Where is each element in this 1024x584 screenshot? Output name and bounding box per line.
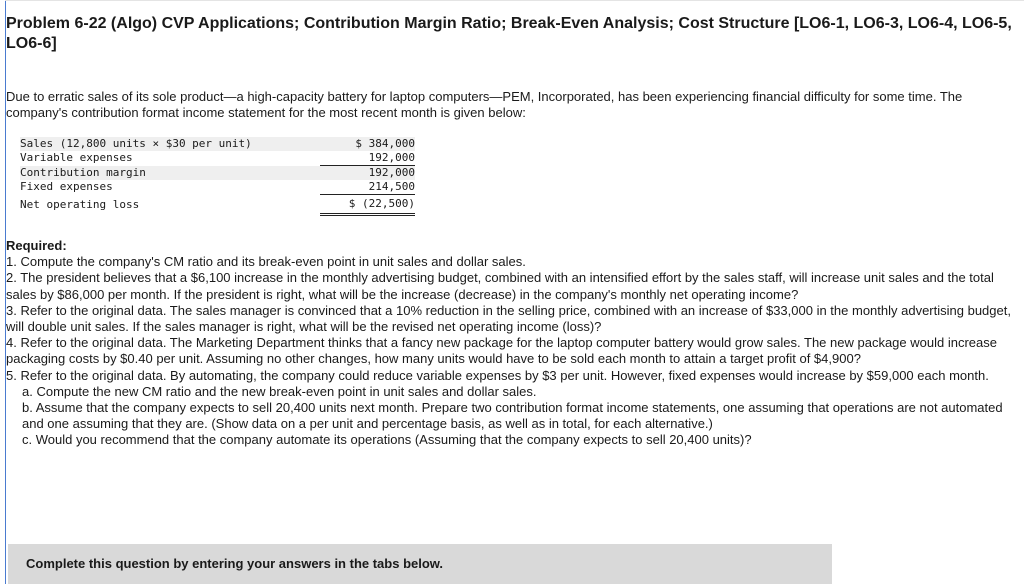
top-border bbox=[5, 0, 1024, 1]
required-heading: Required: bbox=[6, 238, 67, 253]
question-5: 5. Refer to the original data. By automating, the company could reduce variable expenses by $3 per unit. However, fixed expenses would increase by $59,000 each month. bbox=[6, 367, 989, 383]
row-amount-contribution-margin: 192,000 bbox=[320, 166, 415, 181]
question-5b: b. Assume that the company expects to sell 20,400 units next month. Prepare two contribution format income statements, one assuming that operations are not automated and one assuming that they are. (Show data on a per unit and percentage basis, as well as in total, for each alternative.) bbox=[22, 400, 1003, 432]
row-label-net-operating-loss: Net operating loss bbox=[20, 197, 140, 211]
question-5c: c. Would you recommend that the company automate its operations (Assuming that the company expects to sell 20,400 units)? bbox=[22, 432, 752, 448]
table-row bbox=[20, 151, 415, 166]
row-amount-net-operating-loss: $ (22,500) bbox=[320, 195, 415, 215]
table-row bbox=[20, 195, 415, 215]
table-row bbox=[20, 137, 415, 151]
row-label-variable-expenses: Variable expenses bbox=[20, 151, 133, 165]
row-amount-variable-expenses: 192,000 bbox=[320, 151, 415, 166]
problem-intro: Due to erratic sales of its sole product—a high-capacity battery for laptop computers—PEM, Incorporated, has been experiencing financial difficulty for some time. The company's contribution format income statement for the most recent month is given below: bbox=[6, 89, 963, 120]
row-label-sales: Sales (12,800 units × $30 per unit) bbox=[20, 137, 320, 151]
question-1: 1. Compute the company's CM ratio and its break-even point in unit sales and dollar sales. bbox=[6, 254, 526, 270]
row-label-contribution-margin: Contribution margin bbox=[20, 166, 320, 181]
required-section bbox=[6, 238, 1018, 449]
table-row bbox=[20, 166, 415, 181]
problem-title: Problem 6-22 (Algo) CVP Applications; Contribution Margin Ratio; Break-Even Analysis; Cost Structure [LO6-1, LO6-3, LO6-4, LO6-5, LO6-6] bbox=[6, 15, 1012, 52]
row-label-fixed-expenses: Fixed expenses bbox=[20, 180, 113, 194]
table-row bbox=[20, 180, 415, 195]
question-4: 4. Refer to the original data. The Marketing Department thinks that a fancy new package for the laptop computer battery would grow sales. The new package would increase packaging costs by $0.40 per unit. Assuming no other changes, how many units would have to be sold each month to attain a target profit of $4,900? bbox=[6, 335, 997, 367]
question-5a: a. Compute the new CM ratio and the new break-even point in unit sales and dollar sales. bbox=[22, 383, 537, 399]
question-3: 3. Refer to the original data. The sales manager is convinced that a 10% reduction in the selling price, combined with an increase of $33,000 in the monthly advertising budget, will double unit sales. If the sales manager is right, what will be the revised net operating income (loss)? bbox=[6, 302, 1011, 335]
row-amount-fixed-expenses: 214,500 bbox=[320, 180, 415, 195]
income-statement-table bbox=[20, 137, 415, 216]
instructions-banner: Complete this question by entering your answers in the tabs below. bbox=[8, 544, 832, 584]
question-2: 2. The president believes that a $6,100 increase in the monthly advertising budget, combined with an intensified effort by the sales staff, will increase unit sales and the total sales by $86,000 per month. If the president is right, what will be the increase (decrease) in the company's monthly net operating income? bbox=[6, 270, 994, 302]
row-amount-sales: $ 384,000 bbox=[320, 137, 415, 151]
problem-content bbox=[6, 14, 1018, 449]
